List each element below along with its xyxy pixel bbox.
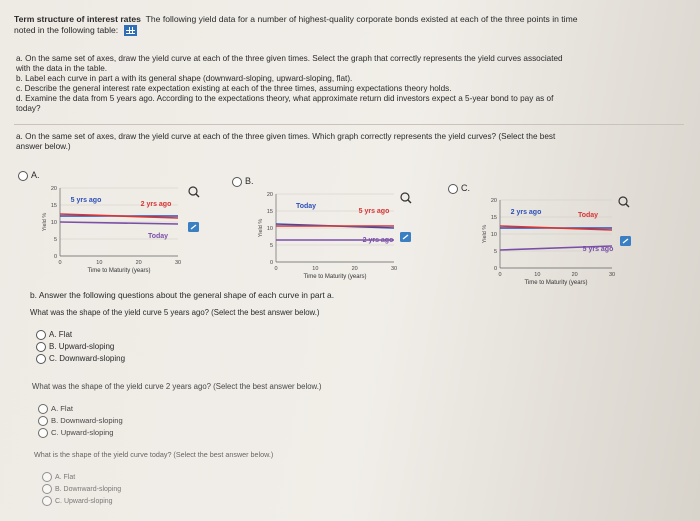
q3-option-a-label: A. Flat [55,473,76,481]
radio-icon[interactable] [42,484,52,494]
y-tick-label: 20 [266,192,273,198]
part-a-question-line1: a. On the same set of axes, draw the yield curve at each of the three given times. Which graph correctly represents the yield curves? (Select the best [16,132,556,141]
question-2yrs: What was the shape of the yield curve 2 years ago? (Select the best answer below.) [32,382,322,391]
radio-icon[interactable] [38,428,48,438]
problem-text: The following yield data for a number of highest-quality corporate bonds existed at each of the three points in time [145,14,578,24]
section-divider [14,124,684,125]
x-tick-label: 20 [135,260,142,266]
y-axis-label: Yield % [42,212,48,232]
q3-option-b[interactable] [42,484,121,494]
radio-icon[interactable] [42,496,52,506]
x-tick-label: 0 [498,272,502,278]
q1-option-b-label: B. Upward-sloping [49,342,115,352]
radio-icon[interactable] [36,342,46,352]
option-b-label: B. [245,176,254,186]
chart-option-a [38,180,223,285]
task-d-cont: today? [16,104,41,113]
y-axis-label: Yield % [258,218,264,238]
x-tick-label: 20 [571,272,578,278]
y-tick-label: 0 [53,254,57,260]
radio-icon[interactable] [38,404,48,414]
yield-curve-line [60,222,178,224]
x-tick-label: 0 [274,266,278,272]
y-tick-label: 0 [269,260,273,266]
part-a-question-line2: answer below.) [16,142,71,151]
q3-option-c-label: C. Upward-sloping [55,497,113,505]
curve-label: Today [147,233,169,240]
zoom-icon-handle [408,200,411,203]
q1-option-a[interactable] [36,330,72,340]
q3-option-a[interactable] [42,472,75,482]
q1-option-c-label: C. Downward-sloping [49,354,126,364]
zoom-icon[interactable] [189,187,199,197]
task-d: d. Examine the data from 5 years ago. According to the expectations theory, what approximate return did investors expect a 5-year bond to pay as of [16,94,554,103]
q2-option-a-label: A. Flat [51,404,73,413]
y-tick-label: 5 [269,243,273,249]
problem-text-2: noted in the following table: [14,25,119,35]
radio-icon[interactable] [38,416,48,426]
external-link-icon[interactable] [188,222,199,232]
curve-label: 5 yrs ago [582,246,614,253]
q1-option-c[interactable] [36,354,125,364]
x-tick-label: 0 [58,260,62,266]
radio-icon[interactable] [232,177,242,187]
problem-header [14,14,684,36]
radio-icon[interactable] [18,171,28,181]
x-axis-label: Time to Maturity (years) [524,280,588,286]
zoom-icon-lens [189,187,197,195]
data-table-icon[interactable] [124,25,137,36]
curve-label: 2 yrs ago [140,201,172,208]
zoom-icon[interactable] [401,193,411,203]
x-axis-label: Time to Maturity (years) [87,268,151,274]
q2-option-b[interactable] [38,416,123,426]
question-5yrs: What was the shape of the yield curve 5 years ago? (Select the best answer below.) [30,308,320,317]
zoom-icon-lens [401,193,409,201]
y-tick-label: 5 [493,249,497,255]
x-tick-label: 10 [312,266,319,272]
task-a: a. On the same set of axes, draw the yield curve at each of the three given times. Select the graph that correctly represents the yield curves associated [16,54,563,63]
x-tick-label: 30 [390,266,398,272]
part-a-question [16,132,686,152]
y-tick-label: 20 [490,198,497,204]
y-tick-label: 10 [50,220,57,226]
radio-icon[interactable] [42,472,52,482]
part-b-intro: b. Answer the following questions about the general shape of each curve in part a. [30,290,335,300]
y-tick-label: 5 [53,237,57,243]
curve-label: Today [577,212,599,219]
y-tick-label: 15 [490,215,497,221]
curve-label: Today [295,203,317,210]
x-tick-label: 10 [534,272,541,278]
task-c: c. Describe the general interest rate expectation existing at each of the three times, assuming expectations theory holds. [16,84,452,93]
y-tick-label: 15 [50,203,57,209]
curve-label: 2 yrs ago [362,237,394,244]
y-axis-label: Yield % [482,224,488,244]
radio-icon[interactable] [36,330,46,340]
x-tick-label: 20 [351,266,358,272]
task-b: b. Label each curve in part a with its general shape (downward-sloping, upward-sloping, flat). [16,74,353,83]
task-list [16,54,686,114]
radio-icon[interactable] [36,354,46,364]
zoom-icon-handle [626,204,629,207]
chart-option-b [250,186,435,294]
curve-label: 5 yrs ago [70,197,102,204]
task-a-cont: with the data in the table. [16,64,108,73]
q3-option-c[interactable] [42,496,113,506]
question-today: What is the shape of the yield curve today? (Select the best answer below.) [34,450,274,459]
q1-option-a-label: A. Flat [49,330,73,340]
radio-icon[interactable] [448,184,458,194]
x-tick-label: 10 [96,260,103,266]
q2-option-c-label: C. Upward-sloping [51,428,114,437]
zoom-icon-handle [196,194,199,197]
external-link-icon[interactable] [620,236,631,246]
q1-option-b[interactable] [36,342,114,352]
x-axis-label: Time to Maturity (years) [303,274,367,280]
external-link-icon[interactable] [400,232,411,242]
y-tick-label: 10 [490,232,497,238]
chart-option-c [470,192,650,300]
q2-option-b-label: B. Downward-sloping [51,416,123,425]
y-tick-label: 20 [50,186,57,192]
y-tick-label: 15 [266,209,273,215]
problem-title: Term structure of interest rates [14,14,141,24]
q2-option-a[interactable] [38,404,73,414]
option-a-label: A. [31,170,40,180]
curve-label: 2 yrs ago [510,209,542,216]
curve-label: 5 yrs ago [358,208,390,215]
y-tick-label: 10 [266,226,273,232]
option-a-radio[interactable] [18,170,40,181]
zoom-icon-lens [619,197,627,205]
q3-option-b-label: B. Downward-sloping [55,485,122,493]
option-c-radio[interactable] [448,183,470,194]
option-c-label: C. [461,183,470,193]
part-b-section [30,290,630,520]
zoom-icon[interactable] [619,197,629,207]
y-tick-label: 0 [493,266,497,272]
x-tick-label: 30 [608,272,616,278]
q2-option-c[interactable] [38,428,113,438]
x-tick-label: 30 [174,260,182,266]
